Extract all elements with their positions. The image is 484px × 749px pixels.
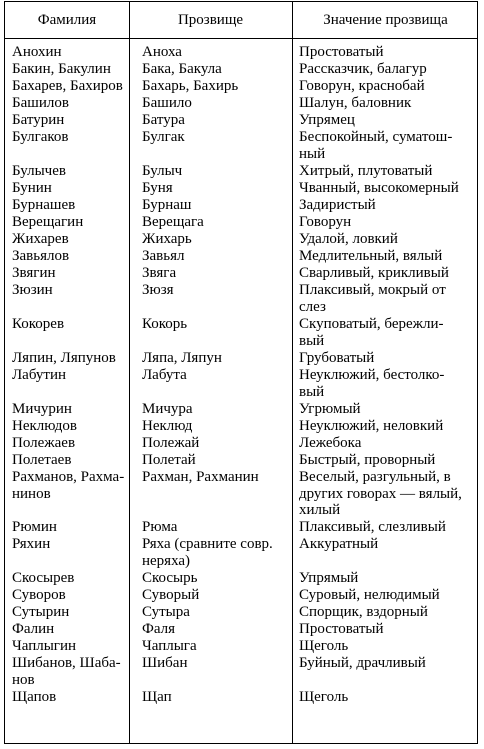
nickname-cell: Зюзя (142, 282, 174, 298)
nickname-cell: Полетай (142, 452, 196, 468)
nickname-cell: Завьял (142, 248, 185, 264)
surname-cell: Кокорев (12, 316, 65, 332)
surname-cell: Шибанов, Шаба- нов (12, 655, 121, 688)
surname-cell: Фалин (12, 621, 55, 637)
meaning-cell: Простоватый (299, 621, 384, 637)
surname-cell: Бакин, Бакулин (12, 61, 111, 77)
surname-cell: Сутырин (12, 604, 70, 620)
meaning-cell: Угрюмый (299, 401, 361, 417)
surname-cell: Завьялов (12, 248, 70, 264)
nickname-cell: Скосырь (142, 570, 198, 586)
surname-cell: Бунин (12, 180, 52, 196)
surname-cell: Зюзин (12, 282, 53, 298)
meaning-cell: Плаксивый, слезливый (299, 519, 446, 535)
header-surname: Фамилия (37, 11, 97, 28)
surname-cell: Полетаев (12, 452, 72, 468)
nickname-cell: Мичура (142, 401, 193, 417)
meaning-cell: Медлительный, вялый (299, 248, 443, 264)
surname-cell: Верещагин (12, 214, 84, 230)
surname-cell: Щапов (12, 689, 57, 705)
meaning-cell: Плаксивый, мокрый от слез (299, 282, 446, 315)
nickname-cell: Жихарь (142, 231, 192, 247)
surname-cell: Бахарев, Бахиров (12, 78, 123, 94)
nickname-cell: Фаля (142, 621, 176, 637)
surname-cell: Ляпин, Ляпунов (12, 350, 116, 366)
meaning-cell: Лежебока (299, 435, 362, 451)
nickname-cell: Неклюд (142, 418, 193, 434)
meaning-cell: Упрямый (299, 570, 359, 586)
column-divider (129, 2, 130, 743)
meaning-cell: Шалун, баловник (299, 95, 412, 111)
surname-cell: Батурин (12, 112, 65, 128)
surname-cell: Рюмин (12, 519, 57, 535)
meaning-cell: Рассказчик, балагур (299, 61, 427, 77)
nickname-cell: Сутыра (142, 604, 190, 620)
nickname-cell: Звяга (142, 265, 177, 281)
nickname-cell: Аноха (142, 44, 182, 60)
nickname-cell: Бака, Бакула (142, 61, 222, 77)
meaning-cell: Щеголь (299, 689, 349, 705)
nickname-cell: Бахарь, Бахирь (142, 78, 239, 94)
surname-cell: Рахманов, Рахма- нинов (12, 469, 125, 502)
surname-cell: Скосырев (12, 570, 75, 586)
meaning-cell: Говорун, краснобай (299, 78, 425, 94)
nickname-cell: Верещага (142, 214, 204, 230)
nickname-cell: Буня (142, 180, 173, 196)
nickname-cell: Бурнаш (142, 197, 192, 213)
surname-cell: Чаплыгин (12, 638, 77, 654)
nickname-cell: Рюма (142, 519, 178, 535)
meaning-cell: Аккуратный (299, 536, 379, 552)
nickname-cell: Башило (142, 95, 192, 111)
nickname-table (4, 1, 478, 744)
header-nickname: Прозвище (177, 11, 244, 28)
surname-cell: Булычев (12, 163, 66, 179)
surname-cell: Ряхин (12, 536, 51, 552)
nickname-cell: Шибан (142, 655, 188, 671)
surname-cell: Суворов (12, 587, 66, 603)
nickname-cell: Щап (142, 689, 172, 705)
nickname-cell: Булыч (142, 163, 183, 179)
nickname-cell: Ляпа, Ляпун (142, 350, 222, 366)
header-divider (5, 38, 477, 39)
nickname-cell: Чаплыга (142, 638, 197, 654)
nickname-cell: Кокорь (142, 316, 188, 332)
meaning-cell: Сварливый, крикливый (299, 265, 449, 281)
meaning-cell: Удалой, ловкий (299, 231, 398, 247)
surname-cell: Лабутин (12, 367, 67, 383)
nickname-cell: Ряха (сравните совр. неряха) (142, 536, 273, 569)
surname-cell: Жихарев (12, 231, 69, 247)
surname-cell: Булгаков (12, 129, 69, 145)
nickname-cell: Полежай (142, 435, 200, 451)
meaning-cell: Задиристый (299, 197, 376, 213)
nickname-cell: Рахман, Рахманин (142, 469, 259, 485)
surname-cell: Мичурин (12, 401, 72, 417)
meaning-cell: Грубоватый (299, 350, 375, 366)
meaning-cell: Беспокойный, суматош- ный (299, 129, 453, 162)
surname-cell: Бурнашев (12, 197, 76, 213)
nickname-cell: Булгак (142, 129, 185, 145)
surname-cell: Башилов (12, 95, 69, 111)
meaning-cell: Неуклюжий, неловкий (299, 418, 444, 434)
meaning-cell: Буйный, драчливый (299, 655, 426, 671)
meaning-cell: Говорун (299, 214, 352, 230)
surname-cell: Анохин (12, 44, 62, 60)
meaning-cell: Скуповатый, бережли- вый (299, 316, 444, 349)
column-divider (292, 2, 293, 743)
surname-cell: Полежаев (12, 435, 76, 451)
meaning-cell: Суровый, нелюдимый (299, 587, 440, 603)
meaning-cell: Простоватый (299, 44, 384, 60)
meaning-cell: Хитрый, плутоватый (299, 163, 433, 179)
surname-cell: Звягин (12, 265, 56, 281)
meaning-cell: Неуклюжий, бестолко- вый (299, 367, 445, 400)
meaning-cell: Упрямец (299, 112, 355, 128)
header-meaning: Значение прозвища (323, 11, 448, 28)
meaning-cell: Щеголь (299, 638, 349, 654)
meaning-cell: Веселый, разгульный, в других говорах — вялый, хилый (299, 469, 462, 519)
meaning-cell: Быстрый, проворный (299, 452, 436, 468)
nickname-cell: Лабута (142, 367, 187, 383)
nickname-cell: Суворый (142, 587, 200, 603)
meaning-cell: Спорщик, вздорный (299, 604, 428, 620)
nickname-cell: Батура (142, 112, 185, 128)
meaning-cell: Чванный, высокомерный (299, 180, 459, 196)
surname-cell: Неклюдов (12, 418, 77, 434)
